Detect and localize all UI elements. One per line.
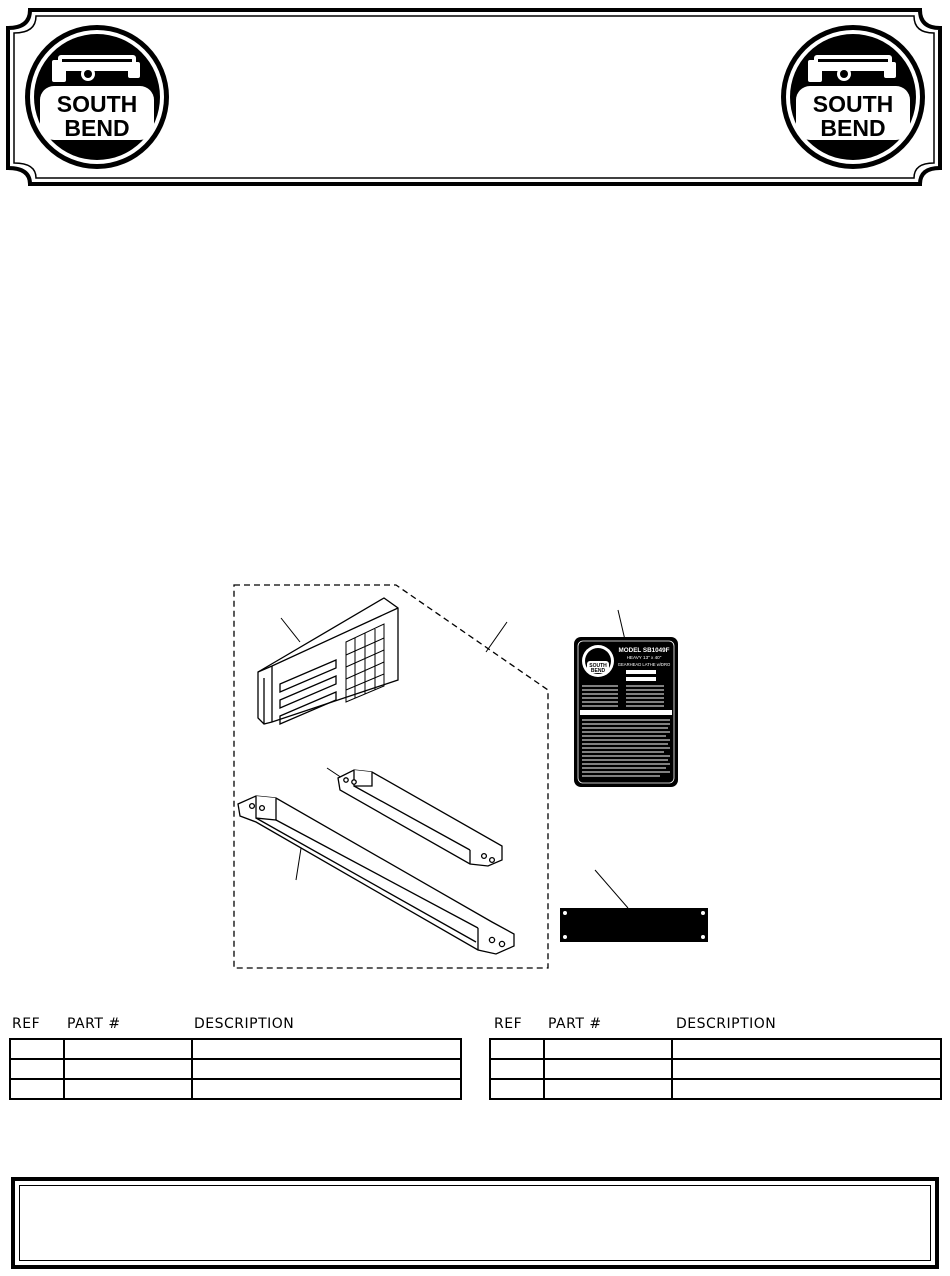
column-header-description: DESCRIPTION <box>194 1016 295 1032</box>
cell-ref <box>10 1039 64 1059</box>
cell-description <box>192 1079 461 1099</box>
leader-line <box>595 870 628 908</box>
logo-left-line1: SOUTH <box>56 91 138 117</box>
logo-right <box>781 25 925 169</box>
label-model: MODEL SB1049F <box>618 647 670 654</box>
scale-bracket-long <box>238 796 514 954</box>
column-header-part-number: PART # <box>67 1016 121 1032</box>
cell-part <box>544 1039 672 1059</box>
parts-table-header <box>9 1012 462 1038</box>
cell-description <box>192 1039 461 1059</box>
logo-left-line2: BEND <box>64 115 130 141</box>
parts-table-body <box>9 1038 462 1100</box>
label-line3: GEARHEAD LATHE w/DRO <box>617 662 671 667</box>
dro-display-unit <box>258 598 398 724</box>
column-header-ref: REF <box>494 1016 523 1032</box>
table-row <box>490 1059 941 1079</box>
leader-line <box>486 622 507 652</box>
label-warning-bar <box>580 710 672 715</box>
parts-table-left <box>9 1012 462 1100</box>
parts-table-right <box>489 1012 942 1100</box>
column-header-part-number: PART # <box>548 1016 602 1032</box>
table-row <box>10 1039 461 1059</box>
column-header-ref: REF <box>12 1016 41 1032</box>
parts-table-header <box>489 1012 942 1038</box>
cell-description <box>672 1039 941 1059</box>
cell-description <box>672 1079 941 1099</box>
cell-part <box>544 1059 672 1079</box>
machine-id-label <box>574 637 678 787</box>
label-logo-line2: BEND <box>590 668 606 674</box>
cell-part <box>64 1079 192 1099</box>
table-row <box>490 1039 941 1059</box>
cell-ref <box>10 1059 64 1079</box>
logo-right-line2: BEND <box>820 115 886 141</box>
logo-left <box>25 25 169 169</box>
table-row <box>490 1079 941 1099</box>
leader-line <box>618 610 625 640</box>
label-logo-line1: SOUTH <box>589 663 607 669</box>
label-warning-lines <box>582 720 670 776</box>
cell-description <box>192 1059 461 1079</box>
cell-part <box>64 1039 192 1059</box>
parts-diagram <box>0 570 950 980</box>
cell-description <box>672 1059 941 1079</box>
cell-part <box>544 1079 672 1099</box>
cell-ref <box>490 1059 544 1079</box>
leader-line <box>281 618 300 642</box>
footer-box-inner <box>19 1185 931 1261</box>
label-line2: HEAVY 13" x 40" <box>626 655 662 660</box>
header-banner <box>0 0 950 190</box>
table-row <box>10 1059 461 1079</box>
parts-table-body <box>489 1038 942 1100</box>
footer-box <box>11 1177 939 1269</box>
cell-ref <box>490 1079 544 1099</box>
cell-part <box>64 1059 192 1079</box>
logo-right-line1: SOUTH <box>812 91 894 117</box>
cell-ref <box>10 1079 64 1099</box>
table-row <box>10 1079 461 1099</box>
column-header-description: DESCRIPTION <box>676 1016 777 1032</box>
cell-ref <box>490 1039 544 1059</box>
nameplate <box>560 908 708 942</box>
